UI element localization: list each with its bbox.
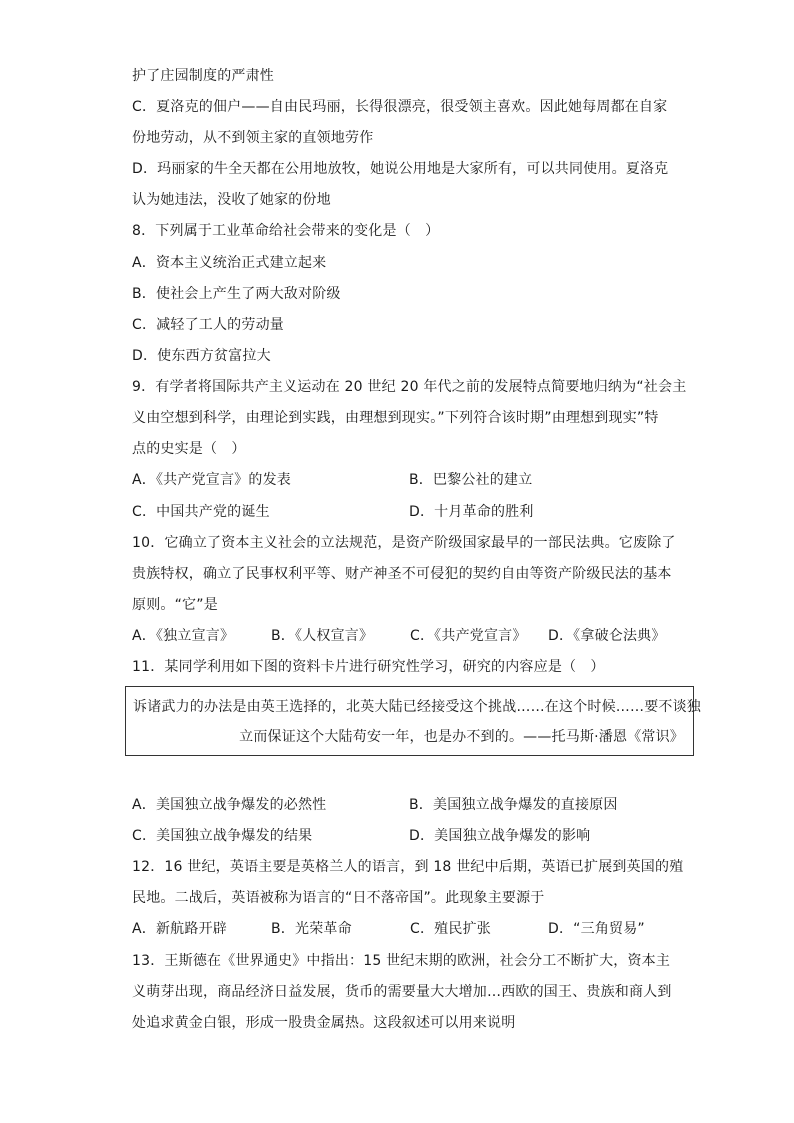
q7-option-b-continuation: 护了庄园制度的严肃性 bbox=[132, 68, 274, 84]
q7-option-d-line2: 认为她违法，没收了她家的份地 bbox=[132, 192, 331, 208]
q10-stem-line3: 原则。“它”是 bbox=[132, 597, 218, 613]
q8-stem: 8．下列属于工业革命给社会带来的变化是（ ） bbox=[132, 223, 440, 239]
q8-option-c: C．减轻了工人的劳动量 bbox=[132, 317, 284, 333]
q9-option-d: D．十月革命的胜利 bbox=[409, 504, 534, 520]
q11-stem: 11．某同学利用如下图的资料卡片进行研究性学习，研究的内容应是（ ） bbox=[132, 659, 605, 675]
q7-option-c-line1: C．夏洛克的佃户——自由民玛丽，长得很漂亮，很受领主喜欢。因此她每周都在自家 bbox=[132, 99, 668, 115]
q10-stem-line2: 贵族特权，确立了民事权利平等、财产神圣不可侵犯的契约自由等资产阶级民法的基本 bbox=[132, 566, 672, 582]
q9-option-a: A．《共产党宣言》的发表 bbox=[132, 472, 291, 488]
q10-option-b: B．《人权宣言》 bbox=[271, 628, 374, 644]
q11-option-a: A．美国独立战争爆发的必然性 bbox=[132, 797, 327, 813]
q11-option-d: D．美国独立战争爆发的影响 bbox=[409, 828, 591, 844]
q8-option-d: D．使东西方贫富拉大 bbox=[132, 348, 271, 364]
q7-option-c-line2: 份地劳动，从不到领主家的直领地劳作 bbox=[132, 130, 374, 146]
q8-option-b: B．使社会上产生了两大敌对阶级 bbox=[132, 286, 341, 302]
q11-option-b: B．美国独立战争爆发的直接原因 bbox=[409, 797, 618, 813]
q12-option-b: B．光荣革命 bbox=[271, 921, 352, 937]
q12-option-c: C．殖民扩张 bbox=[410, 921, 491, 937]
q9-option-b: B．巴黎公社的建立 bbox=[409, 472, 533, 488]
q9-stem-line3: 点的史实是（ ） bbox=[132, 441, 246, 457]
q8-option-a: A．资本主义统治正式建立起来 bbox=[132, 255, 327, 271]
q9-stem-line2: 义由空想到科学，由理论到实践，由理想到现实。”下列符合该时期”由理想到现实”特 bbox=[132, 410, 659, 426]
q12-option-a: A．新航路开辟 bbox=[132, 921, 227, 937]
q10-stem-line1: 10．它确立了资本主义社会的立法规范，是资产阶级国家最早的一部民法典。它废除了 bbox=[132, 535, 676, 551]
q13-stem-line1: 13．王斯德在《世界通史》中指出：15 世纪末期的欧洲，社会分工不断扩大，资本主 bbox=[132, 953, 671, 969]
q9-stem-line1: 9．有学者将国际共产主义运动在 20 世纪 20 年代之前的发展特点简要地归纳为“社会主 bbox=[132, 379, 687, 395]
q11-material-card bbox=[125, 686, 701, 756]
q12-stem-line2: 民地。二战后，英语被称为语言的“日不落帝国”。此现象主要源于 bbox=[132, 890, 545, 906]
q10-option-c: C．《共产党宣言》 bbox=[410, 628, 527, 644]
q11-option-c: C．美国独立战争爆发的结果 bbox=[132, 828, 313, 844]
q10-option-d: D．《拿破仑法典》 bbox=[548, 628, 666, 644]
q13-stem-line2: 义萌芽出现，商品经济日益发展，货币的需要量大大增加…西欧的国王、贵族和商人到 bbox=[132, 984, 672, 1000]
q10-option-a: A．《独立宣言》 bbox=[132, 628, 235, 644]
q12-stem-line1: 12．16 世纪，英语主要是英格兰人的语言，到 18 世纪中后期，英语已扩展到英国的殖 bbox=[132, 859, 684, 875]
q12-option-d: D．“三角贸易” bbox=[548, 921, 645, 937]
q11-card-line1: 诉诸武力的办法是由英王选择的，北英大陆已经接受这个挑战……在这个时候……要不谈独 bbox=[133, 699, 701, 715]
q11-card-line2: 立而保证这个大陆苟安一年，也是办不到的。——托马斯·潘恩《常识》 bbox=[239, 729, 684, 745]
q9-option-c: C．中国共产党的诞生 bbox=[132, 504, 270, 520]
q13-stem-line3: 处追求黄金白银，形成一股贵金属热。这段叙述可以用来说明 bbox=[132, 1015, 516, 1031]
q7-option-d-line1: D．玛丽家的牛全天都在公用地放牧，她说公用地是大家所有，可以共同使用。夏洛克 bbox=[132, 161, 669, 177]
